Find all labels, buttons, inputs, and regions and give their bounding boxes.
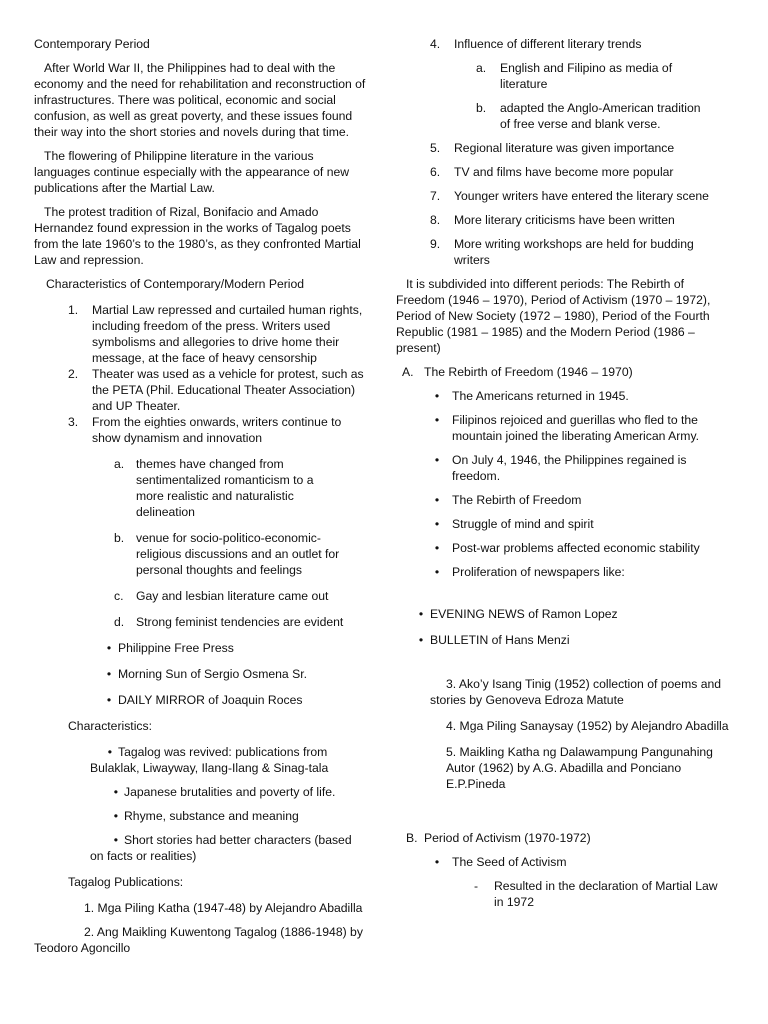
list-number: 4. [430,37,441,51]
list-item [114,614,374,630]
list-item [90,784,366,800]
publication-item: 5. Maikling Katha ng Dalawampung Pangunahing Autor (1962) by A.G. Abadilla and Ponciano E.P.Pineda [446,745,713,791]
list-item [430,212,730,228]
list-item [476,100,706,132]
section-letter: B. [406,831,418,845]
bullet-icon: • [106,693,112,707]
subheading: Tagalog Publications: [68,875,184,889]
list-item [34,366,366,414]
list-text: Theater was used as a vehicle for protest, such as the PETA (Phil. Educational Theater Association) and UP Theater. [92,367,364,413]
bullet-icon: • [434,493,440,507]
subheading: Characteristics of Contemporary/Modern Period [46,277,305,291]
list-text: From the eighties onwards, writers continue to show dynamism and innovation [92,415,342,445]
list-item [114,530,344,578]
list-text: The Seed of Activism [452,855,567,869]
newspaper-list [100,640,366,708]
list-number: 2. [68,367,79,381]
list-text: adapted the Anglo-American tradition of free verse and blank verse. [500,101,701,131]
list-text: Morning Sun of Sergio Osmena Sr. [118,667,308,681]
bullet-icon: • [434,517,440,531]
lettered-list [476,60,706,132]
section-heading [402,364,736,380]
bullet-icon: • [434,413,440,427]
bullet-icon: • [106,641,112,655]
list-item [430,164,730,180]
list-text: Japanese brutalities and poverty of life. [124,785,336,799]
list-item [114,456,344,520]
list-item [412,632,736,648]
list-item [476,60,706,92]
list-text: More writing workshops are held for budding writers [454,237,694,267]
list-text: Regional literature was given importance [454,141,675,155]
list-letter: c. [114,589,124,603]
dash-icon: - [474,879,479,893]
list-item [474,878,724,910]
list-item [422,854,736,870]
bullet-icon: • [107,745,112,759]
paragraph: After World War II, the Philippines had to deal with the economy and the need for rehabilitation and reconstruction of infrastructures. There was political, economic and social confusion, as well as great poverty, and these issues found their way into the short stories and novels during that time. [34,61,366,139]
publication-item: 2. Ang Maikling Kuwentong Tagalog (1886-1948) by Teodoro Agoncillo [34,925,363,955]
list-text: More literary criticisms have been written [454,213,675,227]
bullet-icon: • [106,667,112,681]
list-number: 8. [430,213,441,227]
list-text: EVENING NEWS of Ramon Lopez [430,607,618,621]
list-item [422,452,722,484]
bullet-icon: • [113,785,118,799]
list-item [34,414,366,446]
list-text: Rhyme, substance and meaning [124,809,299,823]
publication-item: 3. Ako’y Isang Tinig (1952) collection of poems and stories by Genoveva Edroza Matute [430,677,722,707]
left-column [34,36,366,956]
subheading: Characteristics: [68,719,152,733]
list-item [412,606,736,622]
list-letter: b. [476,101,487,115]
list-item [114,588,374,604]
bullet-icon: • [434,541,440,555]
list-text: BULLETIN of Hans Menzi [430,633,570,647]
paragraph: The flowering of Philippine literature in the various languages continue especially with the appearance of new publications after the Martial Law. [34,149,350,195]
list-item [422,516,722,532]
list-item [422,412,722,444]
list-item [430,188,730,204]
list-item [90,744,366,776]
list-item [100,666,366,682]
bullet-icon: • [434,453,440,467]
list-number: 1. [68,303,79,317]
numbered-list [34,302,366,446]
list-text: Tagalog was revived: publications from Bulaklak, Liwayway, Ilang-Ilang & Sinag-tala [90,745,329,775]
list-text: Influence of different literary trends [454,37,642,51]
list-item [422,564,722,580]
list-item [430,140,730,156]
list-text: Proliferation of newspapers like: [452,565,625,579]
list-text: Martial Law repressed and curtailed human rights, including freedom of the press. Writers used symbolisms and allegories to drive home their message, at the face of heavy censorship [92,303,363,365]
list-text: Filipinos rejoiced and guerillas who fled to the mountain joined the liberating American Army. [452,413,700,443]
list-text: The Americans returned in 1945. [452,389,629,403]
list-text: Strong feminist tendencies are evident [136,615,344,629]
newspaper-list [412,606,736,648]
list-item [422,388,722,404]
bullet-icon: • [434,565,440,579]
bullet-icon: • [418,607,424,621]
list-number: 6. [430,165,441,179]
right-column [396,36,736,910]
bullet-list [422,388,722,580]
paragraph: The protest tradition of Rizal, Bonifacio and Amado Hernandez found expression in the works of Tagalog poets from the late 1960’s to the 1980’s, as they confronted Martial Law and repression. [34,205,361,267]
bullet-icon: • [113,833,118,847]
section-title: The Rebirth of Freedom (1946 – 1970) [424,365,633,379]
list-item [34,302,366,366]
list-item [430,236,730,268]
list-text: Struggle of mind and spirit [452,517,594,531]
section-heading: Contemporary Period [34,37,150,51]
section-title: Period of Activism (1970-1972) [424,831,591,845]
bullet-icon: • [434,855,440,869]
list-text: themes have changed from sentimentalized romanticism to a more realistic and naturalistic delineation [136,457,314,519]
list-item [422,492,722,508]
bullet-list [422,854,736,870]
list-item [90,808,366,824]
list-item [100,640,366,656]
list-number: 3. [68,415,79,429]
list-text: Gay and lesbian literature came out [136,589,329,603]
publication-item: 1. Mga Piling Katha (1947-48) by Alejandro Abadilla [84,901,363,915]
list-number: 9. [430,237,441,251]
paragraph: It is subdivided into different periods: The Rebirth of Freedom (1946 – 1970), Period of Activism (1970 – 1972), Period of New Society (1972 – 1980), Period of the Fourth Republic (1981 – 1985) and the Modern Period (1986 – present) [396,277,711,355]
list-text: DAILY MIRROR of Joaquin Roces [118,693,303,707]
bullet-icon: • [434,389,440,403]
bullet-icon: • [113,809,118,823]
section-letter: A. [402,365,414,379]
list-item [430,36,736,52]
list-text: Younger writers have entered the literary scene [454,189,709,203]
numbered-list [430,140,730,268]
publication-item: 4. Mga Piling Sanaysay (1952) by Alejandro Abadilla [446,719,729,733]
list-item [100,692,366,708]
section-heading [406,830,736,846]
list-letter: b. [114,531,125,545]
list-letter: a. [476,61,487,75]
list-text: Resulted in the declaration of Martial Law in 1972 [494,879,718,909]
lettered-list [114,456,344,630]
list-text: TV and films have become more popular [454,165,674,179]
list-text: English and Filipino as media of literature [500,61,673,91]
list-text: The Rebirth of Freedom [452,493,582,507]
list-letter: d. [114,615,125,629]
list-number: 5. [430,141,441,155]
list-text: Short stories had better characters (based on facts or realities) [90,833,352,863]
list-text: venue for socio-politico-economic-religious discussions and an outlet for personal thoughts and feelings [136,531,340,577]
bullet-icon: • [418,633,424,647]
list-text: Philippine Free Press [118,641,234,655]
list-item [422,540,722,556]
list-text: Post-war problems affected economic stability [452,541,700,555]
list-letter: a. [114,457,125,471]
list-item [90,832,366,864]
characteristics-list [90,744,366,864]
list-text: On July 4, 1946, the Philippines regained is freedom. [452,453,687,483]
list-number: 7. [430,189,441,203]
